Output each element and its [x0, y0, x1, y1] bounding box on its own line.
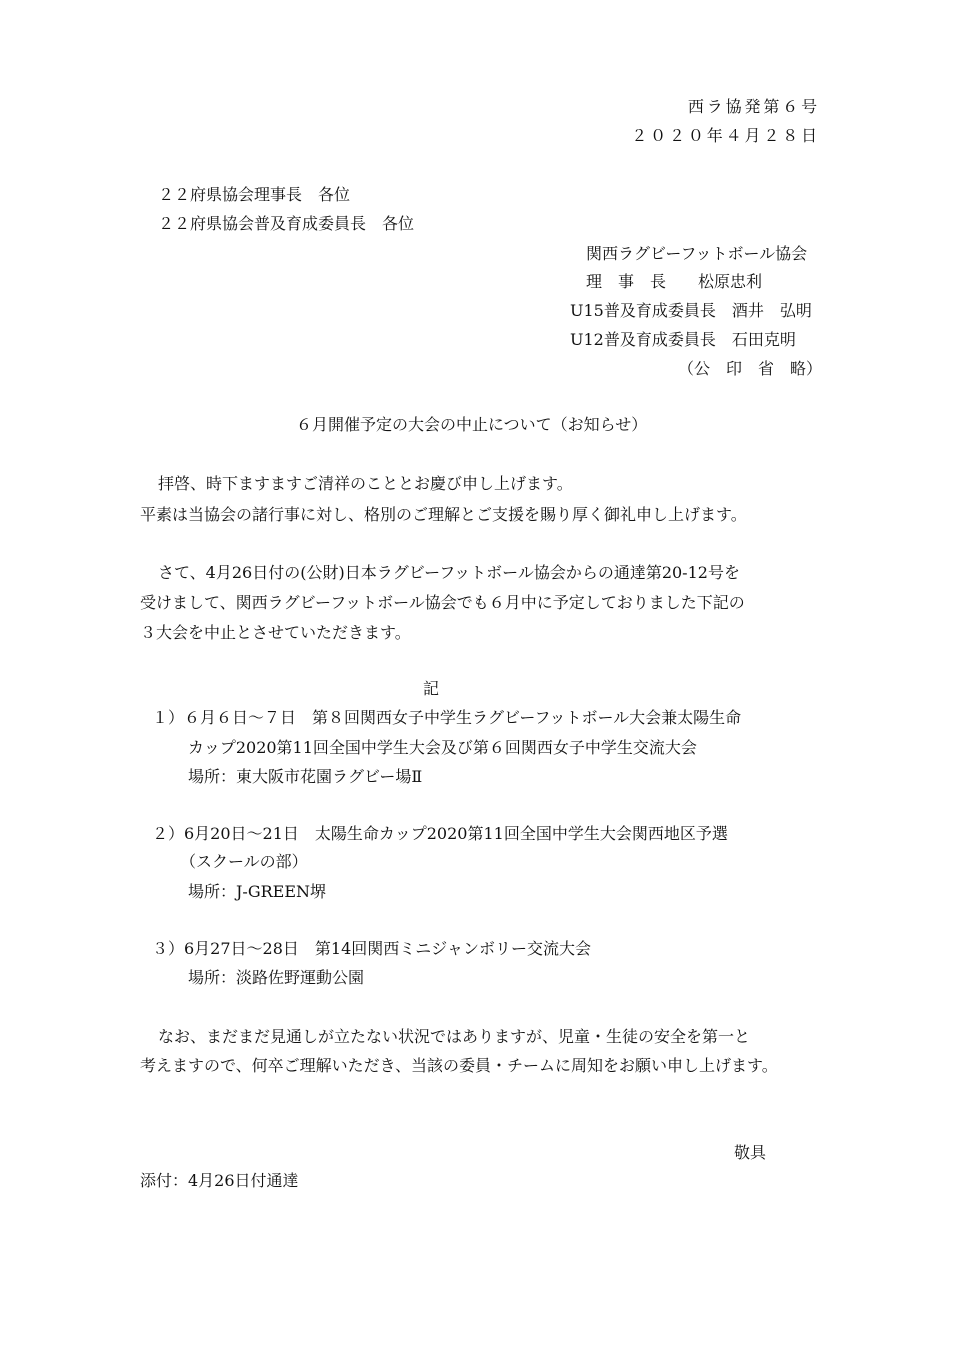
ki-heading: 記 — [423, 679, 440, 698]
document-number: 西ラ協発第６号 — [687, 97, 820, 116]
recipient-line: ２２府県協会理事長 各位 — [158, 185, 351, 204]
event-1-line: １）６月６日〜７日 第８回関西女子中学生ラグビーフットボール大会兼太陽生命 — [152, 708, 742, 727]
body-line: ３大会を中止とさせていただきます。 — [140, 623, 411, 642]
event-3-venue: 場所：淡路佐野運動公園 — [188, 968, 365, 987]
event-3-line: ３）6月27日〜28日 第14回関西ミニジャンボリー交流大会 — [152, 939, 591, 958]
recipient-line: ２２府県協会普及育成委員長 各位 — [158, 214, 415, 233]
keigu: 敬具 — [734, 1143, 767, 1162]
event-2-line: ２）6月20日〜21日 太陽生命カップ2020第11回全国中学生大会関西地区予選 — [152, 824, 728, 843]
greeting-line: 拝啓、時下ますますご清祥のこととお慶び申し上げます。 — [158, 474, 573, 493]
closing-line: なお、まだまだ見通しが立たない状況ではありますが、児童・生徒の安全を第一と — [158, 1027, 751, 1046]
event-2-line: （スクールの部） — [180, 852, 308, 871]
sender-u15-chair: U15普及育成委員長 酒井 弘明 — [570, 301, 812, 320]
event-1-venue: 場所：東大阪市花園ラグビー場Ⅱ — [188, 767, 423, 786]
document-title: ６月開催予定の大会の中止について（お知らせ） — [296, 415, 648, 434]
sender-u12-chair: U12普及育成委員長 石田克明 — [570, 330, 796, 349]
seal-omitted-note: （公 印 省 略） — [678, 359, 823, 378]
closing-line: 考えますので、何卒ご理解いただき、当該の委員・チームに周知をお願い申し上げます。 — [140, 1056, 778, 1075]
attachment-note: 添付：4月26日付通達 — [140, 1171, 299, 1190]
sender-chairman: 理 事 長 松原忠利 — [586, 272, 763, 291]
event-2-venue: 場所：J-GREEN堺 — [188, 882, 327, 901]
body-line: 受けまして、関西ラグビーフットボール協会でも６月中に予定しておりました下記の — [140, 593, 745, 612]
event-1-line: カップ2020第11回全国中学生大会及び第６回関西女子中学生交流大会 — [188, 738, 697, 757]
sender-organization: 関西ラグビーフットボール協会 — [586, 244, 808, 263]
greeting-line: 平素は当協会の諸行事に対し、格別のご理解とご支援を賜り厚く御礼申し上げます。 — [140, 505, 747, 524]
document-date: ２０２０年４月２８日 — [631, 126, 820, 145]
body-line: さて、4月26日付の(公財)日本ラグビーフットボール協会からの通達第20-12号を — [158, 563, 740, 582]
